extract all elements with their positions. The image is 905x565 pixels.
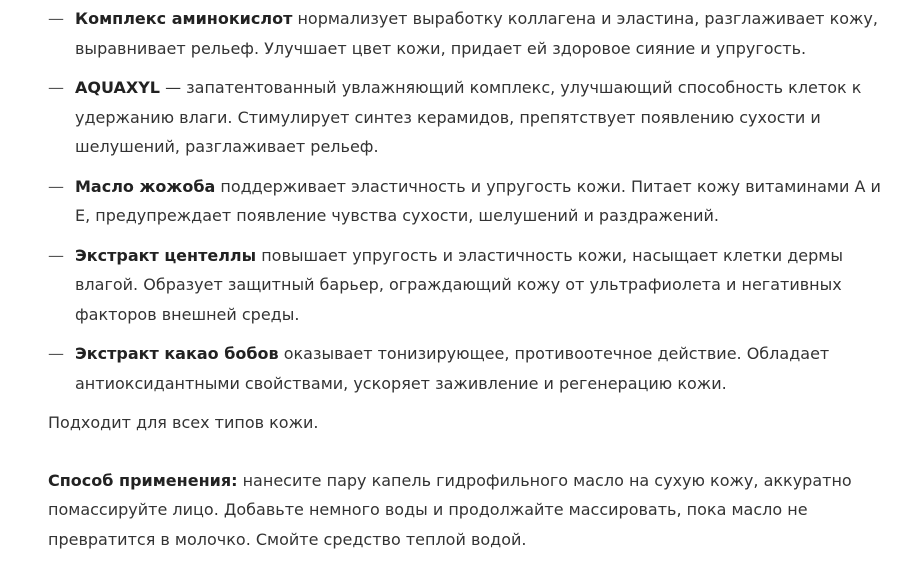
ingredient-name: AQUAXYL <box>75 78 160 97</box>
dash-bullet: — <box>48 78 64 97</box>
ingredient-name: Масло жожоба <box>75 176 216 196</box>
dash-bullet: — <box>48 344 64 363</box>
ingredient-item-centella-extract <box>48 241 888 330</box>
ingredient-item-cocoa-extract <box>48 339 888 398</box>
ingredient-description: поддерживает эластичность и упругость кожи. Питает кожу витаминами А и Е, предупреждает появление чувства сухости, шелушений и раздражений. <box>75 176 881 225</box>
ingredient-list <box>48 4 888 398</box>
ingredient-description: повышает упругость и эластичность кожи, насыщает клетки дермы влагой. Образует защитный барьер, ограждающий кожу от ультрафиолета и негативных факторов внешней среды. <box>75 245 843 324</box>
ingredient-item-aquaxyl <box>48 73 888 162</box>
ingredient-item-jojoba-oil <box>48 172 888 231</box>
ingredient-name: Экстракт центеллы <box>75 245 257 265</box>
ingredient-name: Экстракт какао бобов <box>75 344 279 363</box>
ingredient-description: оказывает тонизирующее, противоотечное действие. Обладает антиоксидантными свойствами, ускоряет заживление и регенерацию кожи. <box>75 344 830 393</box>
ingredient-description: нормализует выработку коллагена и эластина, разглаживает кожу, выравнивает рельеф. Улучшает цвет кожи, придает ей здоровое сияние и упругость. <box>75 9 878 58</box>
dash-bullet: — <box>48 245 64 265</box>
ingredient-item-amino-acids <box>48 4 888 63</box>
product-description <box>48 4 888 554</box>
usage-text: нанесите пару капель гидрофильного масло на сухую кожу, аккуратно помассируйте лицо. Добавьте немного воды и продолжайте массировать, пока масло не превратится в молочко. Смойте средство теплой водой. <box>48 470 852 549</box>
dash-bullet: — <box>48 176 64 196</box>
skin-type-note: Подходит для всех типов кожи. <box>48 413 319 432</box>
usage-instructions <box>48 466 888 555</box>
usage-label: Способ применения: <box>48 470 238 490</box>
ingredient-name: Комплекс аминокислот <box>75 9 293 28</box>
ingredient-description: — запатентованный увлажняющий комплекс, улучшающий способность клеток к удержанию влаги. Стимулирует синтез керамидов, препятствует появлению сухости и шелушений, разглаживает рельеф. <box>75 78 862 156</box>
dash-bullet: — <box>48 9 64 28</box>
